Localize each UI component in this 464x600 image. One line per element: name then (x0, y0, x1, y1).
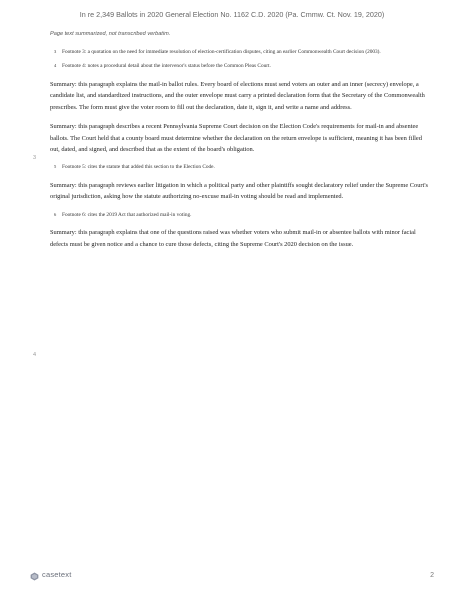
footnote-number: 4 (54, 62, 57, 68)
footnote-text: Footnote 3: a quotation on the need for immediate resolution of election-certification disputes, citing an earlier Commonwealth Court decision (2003). (62, 49, 381, 55)
paragraph-envelope-requirements: Summary: this paragraph explains the mail-in ballot rules. Every board of elections must send voters an outer and an inner (secrecy) envelope, a candidate list, and standardized instructions, and the outer envelope must carry a printed declaration form that the Secretary of the Commonwealth prescribes. The form must give the voter room to fill out the declaration, date it, sign it, and write a name and address. (50, 81, 425, 111)
paragraph-democratic-party-petition: Summary: this paragraph reviews earlier litigation in which a political party and other plaintiffs sought declaratory relief under the Supreme Court's original jurisdiction, asking how the statute authorizing no-excuse mail-in voting should be read and implemented. (50, 181, 428, 201)
page-marker: 3 (33, 155, 37, 161)
footnote-text: Footnote 4: notes a procedural detail about the intervenor's status before the Common Pleas Court. (62, 62, 271, 69)
running-header: In re 2,349 Ballots in 2020 General Election No. 1162 C.D. 2020 (Pa. Cmmw. Ct. Nov. 19, 2020) (79, 10, 385, 19)
casetext-logo-icon[interactable] (30, 572, 39, 581)
paragraph-issues-raised: Summary: this paragraph explains that one of the questions raised was whether voters who submit mail-in or absentee ballots with minor facial defects must be given notice and a chance to cure those defects, citing the Supreme Court's 2020 decision on the issue. (50, 229, 416, 248)
footnote-number: 6 (54, 211, 57, 217)
paragraph-supreme-court-review: Summary: this paragraph describes a recent Pennsylvania Supreme Court decision on the Election Code's requirements for mail-in and absentee ballots. The Court held that a county board must determine whether the declaration on the return envelope is sufficient, meaning it has been filled out, dated, and signed, and described that as the extent of the board's obligation. (50, 123, 422, 154)
summary-note: Page text summarized, not transcribed verbatim. (50, 31, 171, 37)
footnote-5 (50, 163, 428, 172)
casetext-logo-text[interactable]: casetext (42, 570, 72, 579)
footnote-number: 3 (54, 49, 57, 54)
footnote-text: Footnote 6: cites the 2019 Act that authorized mail-in voting. (62, 211, 192, 218)
footer (30, 570, 434, 590)
footnote-number: 5 (54, 164, 57, 170)
page-marker: 4 (33, 352, 37, 358)
footnote-3 (50, 48, 428, 57)
page-number: 2 (430, 572, 434, 579)
footnote-6 (50, 211, 428, 220)
footnote-4 (50, 62, 428, 71)
footnote-text: Footnote 5: cites the statute that added this section to the Election Code. (62, 164, 215, 171)
document-body (50, 30, 428, 258)
